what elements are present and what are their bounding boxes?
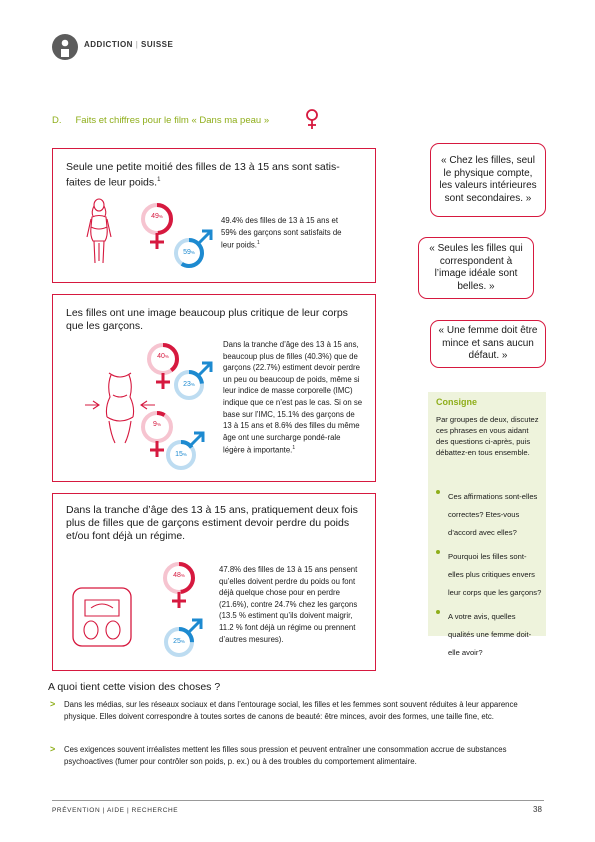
boys-pct-label-3: 25%: [173, 638, 185, 645]
footer-tagline: PRÉVENTION | AIDE | RECHERCHE: [52, 807, 179, 814]
consigne-intro: Par groupes de deux, discutez ces phrases en vous aidant des questions ci-après, puis débattez-en tous ensemble.: [436, 415, 539, 457]
fact-box-2: [52, 294, 376, 482]
boys-gauge-1: [171, 359, 215, 408]
girls-gauge-3: [159, 558, 199, 615]
question-para-1: > Dans les médias, sur les réseaux sociaux et dans l’entourage social, les filles et les femmes sont souvent réduites à leur apparence physique. Elles doivent correspondre à toutes sortes de canons de beauté: être minces, avoir des formes, une taille fine, etc.: [50, 699, 518, 722]
fact-box-2-text: Dans la tranche d’âge des 13 à 15 ans, beaucoup plus de filles (40.3%) que de garçons (22.7%) estiment devoir perdre un peu ou beaucoup de poids, même si leur indice de masse corporelle (IMC) indique que ce n’est pas le cas. Si on se base sur l’IMC, 15.1% des garçons de 13 à 15 ans et 8.6% des filles du même âge ont une surcharge pondé-rale légère à importante.$^1$: [223, 340, 363, 455]
arrow-icon: >: [50, 699, 56, 709]
list-item: A votre avis, quelles qualités une femme doit-elle avoir?: [436, 606, 542, 660]
boys-gauge-2: [163, 429, 207, 478]
bullet-icon: [436, 550, 440, 554]
page-number: 38: [533, 805, 542, 814]
fact-box-3-text: 47.8% des filles de 13 à 15 ans pensent qu’elles doivent perdre du poids ou font déjà quelque chose pour en perdre (21.6%), contre 24.7% chez les garçons (13.5 % estiment qu’ils doivent maigrir, 11.2 % font déjà un régime ou prennent d’autres mesures).: [219, 565, 358, 644]
list-item: Pourquoi les filles sont-elles plus critiques envers leur corps que les garçons?: [436, 546, 542, 600]
quote-1: « Chez les filles, seul le physique compte, les valeurs intérieures sont secondaires. »: [430, 143, 546, 217]
footer-divider: [52, 800, 544, 801]
boys-pct-label: 59%: [183, 249, 195, 256]
consigne-panel: [428, 392, 546, 657]
section-heading: D. Faits et chiffres pour le film « Dans ma peau »: [52, 115, 270, 126]
bullet-icon: [436, 610, 440, 614]
girls-pct-label: 49%: [151, 213, 163, 220]
boys-pct-label-2: 15%: [175, 451, 187, 458]
consigne-list: [436, 486, 542, 660]
fact-box-3-title: Dans la tranche d’âge des 13 à 15 ans, pratiquement deux fois plus de filles que de garçons estiment devoir perdre du poids et/ou font déjà un régime.: [66, 504, 358, 542]
bullet-icon: [436, 490, 440, 494]
logo-icon: [52, 34, 78, 60]
girls-pct-label-2: 9%: [153, 421, 161, 428]
quote-3: « Une femme doit être mince et sans aucun défaut. »: [430, 320, 546, 368]
female-symbol-icon: [303, 108, 321, 135]
fact-box-1-title: Seule une petite moitié des filles de 13 à 15 ans sont satis-faites de leur poids.$^1$: [66, 161, 340, 189]
boys-pct-label-1: 23%: [183, 381, 195, 388]
quote-2: « Seules les filles qui correspondent à l’image idéale sont belles. »: [418, 237, 534, 299]
boys-gauge: [171, 227, 215, 276]
scale-icon: [71, 586, 133, 653]
question-title: A quoi tient cette vision des choses ?: [48, 681, 221, 693]
fact-box-1-text: 49.4% des filles de 13 à 15 ans et 59% des garçons sont satisfaits de leur poids.$^1$: [221, 216, 342, 250]
consigne-title: Consigne: [436, 397, 478, 407]
arrow-icon: >: [50, 744, 56, 754]
list-item: Ces affirmations sont-elles correctes? Etes-vous d’accord avec elles?: [436, 486, 542, 540]
girl-figure-icon: [79, 197, 119, 272]
brand-name: ADDICTION | SUISSE: [84, 40, 174, 49]
question-para-2: > Ces exigences souvent irréalistes mettent les filles sous pression et peuvent entraîner une consommation accrue de substances psychoactives (fumer pour contrôler son poids, p. ex.) ou à des troubles du comportement alimentaire.: [50, 744, 507, 767]
girls-pct-label-3: 48%: [173, 572, 185, 579]
girls-pct-label-1: 40%: [157, 353, 169, 360]
fact-box-2-title: Les filles ont une image beaucoup plus critique de leur corps que les garçons.: [66, 307, 348, 332]
fact-box-1: [52, 148, 376, 283]
fact-box-3: [52, 493, 376, 671]
boys-gauge-3: [161, 616, 205, 665]
